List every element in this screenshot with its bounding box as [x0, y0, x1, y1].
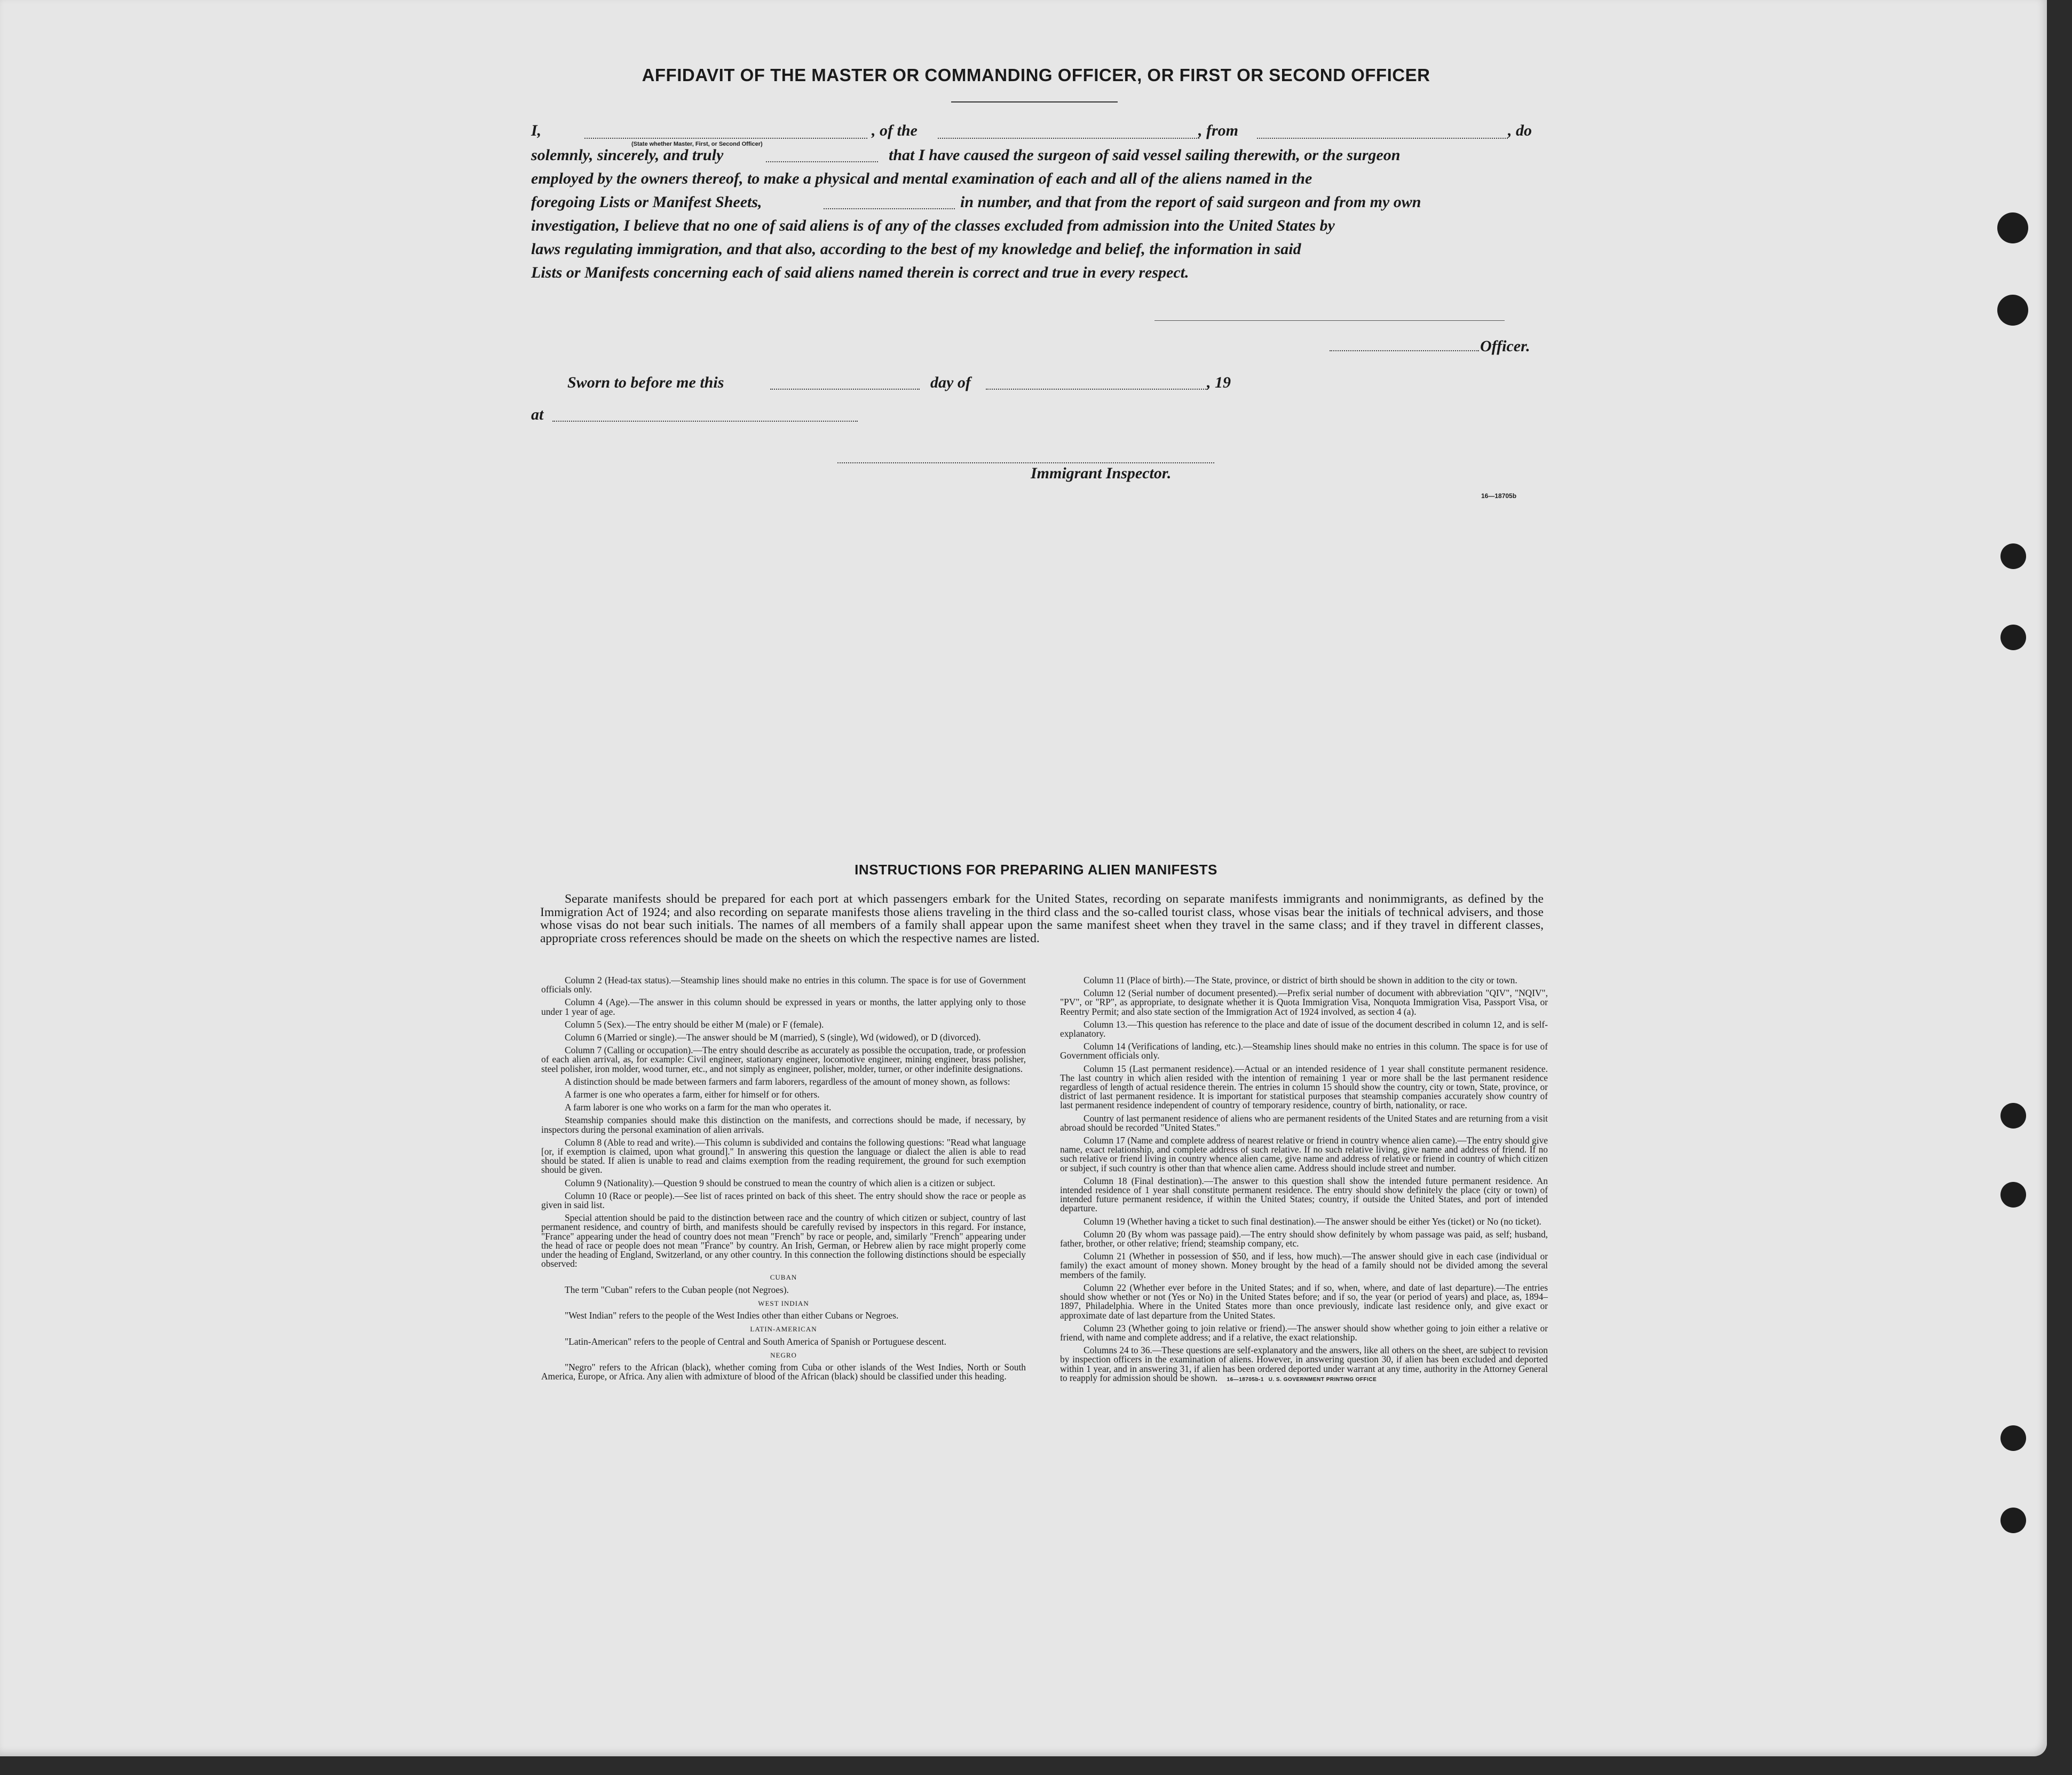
text-solemnly: solemnly, sincerely, and truly — [531, 146, 724, 164]
instruction-paragraph: A distinction should be made between farmers and farm laborers, regardless of the amount of money shown, as follows: — [565, 1076, 1010, 1087]
instructions-right-column — [1060, 976, 1548, 1384]
inspector-signature-line[interactable] — [837, 462, 1214, 463]
officer-rank-field[interactable] — [584, 138, 867, 139]
affidavit-line-5: investigation, I believe that no one of said aliens is of any of the classes excluded from admission into the United States by — [531, 217, 1335, 234]
west-indian-heading: WEST INDIAN — [758, 1299, 809, 1307]
affidavit-line-1 — [531, 122, 541, 140]
text-sworn: Sworn to before me this — [567, 374, 724, 391]
cuban-heading: CUBAN — [770, 1273, 797, 1282]
instruction-paragraph: Special attention should be paid to the distinction between race and the country of which citizen or subject, country of last permanent residence, and country of birth, and manifests should be carefully revised by inspectors in this regard. For instance, "France" appearing under the head of country does not mean "French" by race or people, and, similarly "French" appearing under the head of race or people does not mean "France" by country. An Irish, German, or Hebrew alien by race might properly come under the heading of England, Switzerland, or any other country. In this connection the following distinctions should be especially observed: — [541, 1212, 1026, 1269]
footer-form-number: 16—18705b-1 — [1227, 1376, 1264, 1383]
officer-rank-note: (State whether Master, First, or Second Officer) — [631, 141, 763, 147]
inspector-label: Immigrant Inspector. — [1031, 464, 1172, 482]
officer-label: Officer. — [1480, 337, 1530, 355]
instruction-paragraph: Column 22 (Whether ever before in the United States; and if so, when, where, and date of last departure).—The entries should show whether or not (Yes or No) in the United States before; and if so, the year (or period of years) and place, as, 1894–1897, Philadelphia. Where in the United States more than once previously, indicate last residence only, and give exact or approximate date of last departure from the United States. — [1060, 1282, 1548, 1321]
text-do: , do — [1508, 122, 1532, 139]
instruction-paragraph: Country of last permanent residence of aliens who are permanent residents of the United States and are returning from a visit abroad should be recorded "United States." — [1060, 1113, 1548, 1133]
instruction-paragraph: Column 15 (Last permanent residence).—Actual or an intended residence of 1 year shall constitute permanent residence. The last country in which alien resided with the intention of remaining 1 year or more shall be the last permanent residence regardless of length of actual residence therein. The entries in column 15 should show the country, city or town, State, province, or district of last permanent residence. It is important for statistical purposes that steamship companies accurately show country of last permanent residence independent of country of temporary residence, country of birth, nationality, or race. — [1060, 1063, 1548, 1111]
instruction-paragraph: Column 11 (Place of birth).—The State, province, or district of birth should be shown in addition to the city or town. — [1084, 975, 1517, 985]
instruction-paragraph: Column 17 (Name and complete address of nearest relative or friend in country whence alien came).—The entry should give name, exact relationship, and complete address of such relative. If no such relative living, give name and address of friend. If no such relative or friend living in country whence alien came, give name and address of relative or friend in country of which citizen or subject, if such country is other than that whence alien came. Address should include street and number. — [1060, 1135, 1548, 1173]
text-surgeon: that I have caused the surgeon of said vessel sailing therewith, or the surgeon — [889, 146, 1401, 164]
title-underline — [951, 101, 1118, 102]
negro-heading: NEGRO — [770, 1351, 797, 1359]
binder-hole — [1997, 212, 2028, 243]
text-from: , from — [1198, 122, 1238, 139]
affidavit-line-6: laws regulating immigration, and that also, according to the best of my knowledge and belief, the information in said — [531, 240, 1301, 258]
instruction-paragraph: Column 10 (Race or people).—See list of races printed on back of this sheet. The entry should show the race or people as given in said list. — [541, 1190, 1026, 1211]
instruction-paragraph: A farmer is one who operates a farm, either for himself or for others. — [565, 1089, 820, 1100]
instruction-paragraph: Column 21 (Whether in possession of $50, and if less, how much).—The answer should give in each case (individual or family) the exact amount of money shown. Money brought by the head of a family should not be divided among the several members of the family. — [1060, 1251, 1548, 1280]
instruction-paragraph: Column 23 (Whether going to join relative or friend).—The answer should show whether going to join either a relative or friend, with name and complete address; and if a relative, the exact relationship. — [1060, 1322, 1548, 1343]
vessel-name-field[interactable] — [938, 138, 1199, 139]
instruction-paragraph: Column 7 (Calling or occupation).—The entry should describe as accurately as possible the occupation, trade, or profession of each alien arrival, as, for example: Civil engineer, stationary engineer, locomotive engineer, mining engineer, brass polisher, steel polisher, iron molder, wood turner, etc., and not simply as engineer, polisher, molder, turner, or other indefinite designations. — [541, 1045, 1026, 1074]
instruction-paragraph: Column 12 (Serial number of document presented).—Prefix serial number of document with abbreviation "QIV", "NQIV", "PV", or "RP", as appropriate, to designate whether it is Quota Immigration Visa, Nonquota Immigration Visa, Passport Visa, or Reentry Permit; and also state section of the Immigration Act of 1924 involved, as section 4 (a). — [1060, 988, 1548, 1017]
west-indian-text: "West Indian" refers to the people of the West Indies other than either Cubans or Negroes. — [565, 1310, 899, 1321]
sworn-month-field[interactable] — [986, 389, 1208, 390]
text-in-number: in number, and that from the report of said surgeon and from my own — [960, 193, 1421, 211]
instruction-paragraph: Column 2 (Head-tax status).—Steamship lines should make no entries in this column. The space is for use of Government officials only. — [541, 975, 1026, 995]
text-i: I, — [531, 122, 542, 139]
affidavit-line-3: employed by the owners thereof, to make a physical and mental examination of each and all of the aliens named in the — [531, 170, 1312, 187]
text-of-the: , of the — [872, 122, 918, 139]
instruction-paragraph: Column 20 (By whom was passage paid).—The entry should show definitely by whom passage was paid, as self; husband, father, brother, or other relative; friend; steamship company, etc. — [1060, 1228, 1548, 1249]
columns-24-36-paragraph — [1060, 1346, 1548, 1384]
binder-hole — [1997, 295, 2028, 326]
instructions-intro: Separate manifests should be prepared for each port at which passengers embark for the United States, recording on separate manifests immigrants and nonimmigrants, as defined by the Immigration Act of 1924; and also recording on separate manifests those aliens traveling in the third class and the so-called tourist class, whose visas bear the initials of technical advisers, and those whose visas do not bear such initials. The names of all members of a family shall appear upon the same manifest sheet when they travel in the same class; and if they travel in different classes, appropriate cross references should be made on the sheets on which the respective names are listed. — [540, 892, 1544, 945]
columns-24-36-text: Columns 24 to 36.—These questions are self-explanatory and the answers, like all others on the sheet, are subject to revision by inspection officers in the examination of aliens. However, in answering question 30, if alien has been excluded and deported within 1 year, and in answering 31, if alien has been ordered deported under warrant at any time, authority in the Attorney General to reapply for admission should be shown. — [1060, 1345, 1548, 1383]
instruction-paragraph: Steamship companies should make this distinction on the manifests, and corrections should be made, if necessary, by inspectors during the personal examination of alien arrivals. — [541, 1115, 1026, 1135]
binder-hole — [2000, 1425, 2026, 1451]
number-of-aliens-field[interactable] — [824, 208, 955, 209]
latin-american-heading: LATIN-AMERICAN — [750, 1325, 817, 1334]
officer-signature-line[interactable] — [1154, 320, 1505, 321]
instruction-paragraph: Column 6 (Married or single).—The answer should be M (married), S (single), Wd (widowed), or D (divorced). — [565, 1032, 981, 1043]
instruction-paragraph: Column 4 (Age).—The answer in this column should be expressed in years or months, the latter applying only to those under 1 year of age. — [541, 997, 1026, 1017]
instruction-paragraph: Column 5 (Sex).—The entry should be either M (male) or F (female). — [565, 1019, 824, 1030]
port-field[interactable] — [1257, 138, 1508, 139]
instruction-paragraph: Column 8 (Able to read and write).—This column is subdivided and contains the following questions: "Read what language [or, if exemption is claimed, upon what ground]." In answering this question the language or dialect the alien is able to read should be stated. If alien is unable to read and claims exemption from the reading requirement, the ground for such exemption should be given. — [541, 1137, 1026, 1176]
instruction-paragraph: Column 13.—This question has reference to the place and date of issue of the document described in column 12, and is self-explanatory. — [1060, 1019, 1548, 1039]
instruction-paragraph: Column 18 (Final destination).—The answer to this question shall show the intended future permanent residence. An intended residence of 1 year shall constitute permanent residence. The entry should show definitely the place (city or town) of intended future permanent residence, if within the United States; country, if outside the United States, and port of intended departure. — [1060, 1175, 1548, 1214]
instruction-paragraph: Column 9 (Nationality).—Question 9 should be construed to mean the country of which alien is a citizen or subject. — [565, 1177, 995, 1188]
officer-field[interactable] — [1330, 350, 1479, 351]
binder-hole — [2000, 625, 2026, 650]
footer-gpo: U. S. GOVERNMENT PRINTING OFFICE — [1268, 1376, 1377, 1383]
affidavit-line-7: Lists or Manifests concerning each of said aliens named therein is correct and true in every respect. — [531, 264, 1189, 281]
text-day-of: day of — [930, 374, 971, 391]
binder-hole — [2000, 1103, 2026, 1129]
instructions-left-column — [541, 976, 1026, 1381]
binder-hole — [2000, 543, 2026, 569]
solemnly-field[interactable] — [766, 161, 878, 162]
latin-american-text: "Latin-American" refers to the people of Central and South America of Spanish or Portuguese descent. — [565, 1336, 946, 1347]
instructions-title: INSTRUCTIONS FOR PREPARING ALIEN MANIFESTS — [855, 862, 1217, 878]
instruction-paragraph: Column 19 (Whether having a ticket to such final destination).—The answer should be either Yes (ticket) or No (no ticket). — [1084, 1216, 1541, 1227]
form-number: 16—18705b — [1481, 492, 1517, 500]
at-place-field[interactable] — [552, 421, 858, 422]
affidavit-title: AFFIDAVIT OF THE MASTER OR COMMANDING OFFICER, OR FIRST OR SECOND OFFICER — [642, 65, 1430, 85]
text-19: , 19 — [1207, 374, 1231, 391]
text-foregoing: foregoing Lists or Manifest Sheets, — [531, 193, 762, 211]
instruction-paragraph: A farm laborer is one who works on a farm for the man who operates it. — [565, 1102, 832, 1113]
instruction-paragraph: Column 14 (Verifications of landing, etc.).—Steamship lines should make no entries in this column. The space is for use of Government officials only. — [1060, 1041, 1548, 1061]
cuban-text: The term "Cuban" refers to the Cuban people (not Negroes). — [565, 1284, 789, 1295]
binder-hole — [2000, 1508, 2026, 1533]
binder-hole — [2000, 1182, 2026, 1208]
text-at: at — [531, 406, 544, 423]
sworn-day-field[interactable] — [770, 389, 920, 390]
negro-text: "Negro" refers to the African (black), whether coming from Cuba or other islands of the West Indies, North or South America, Europe, or Africa. Any alien with admixture of blood of the African (black) should be classified under this heading. — [541, 1361, 1026, 1382]
